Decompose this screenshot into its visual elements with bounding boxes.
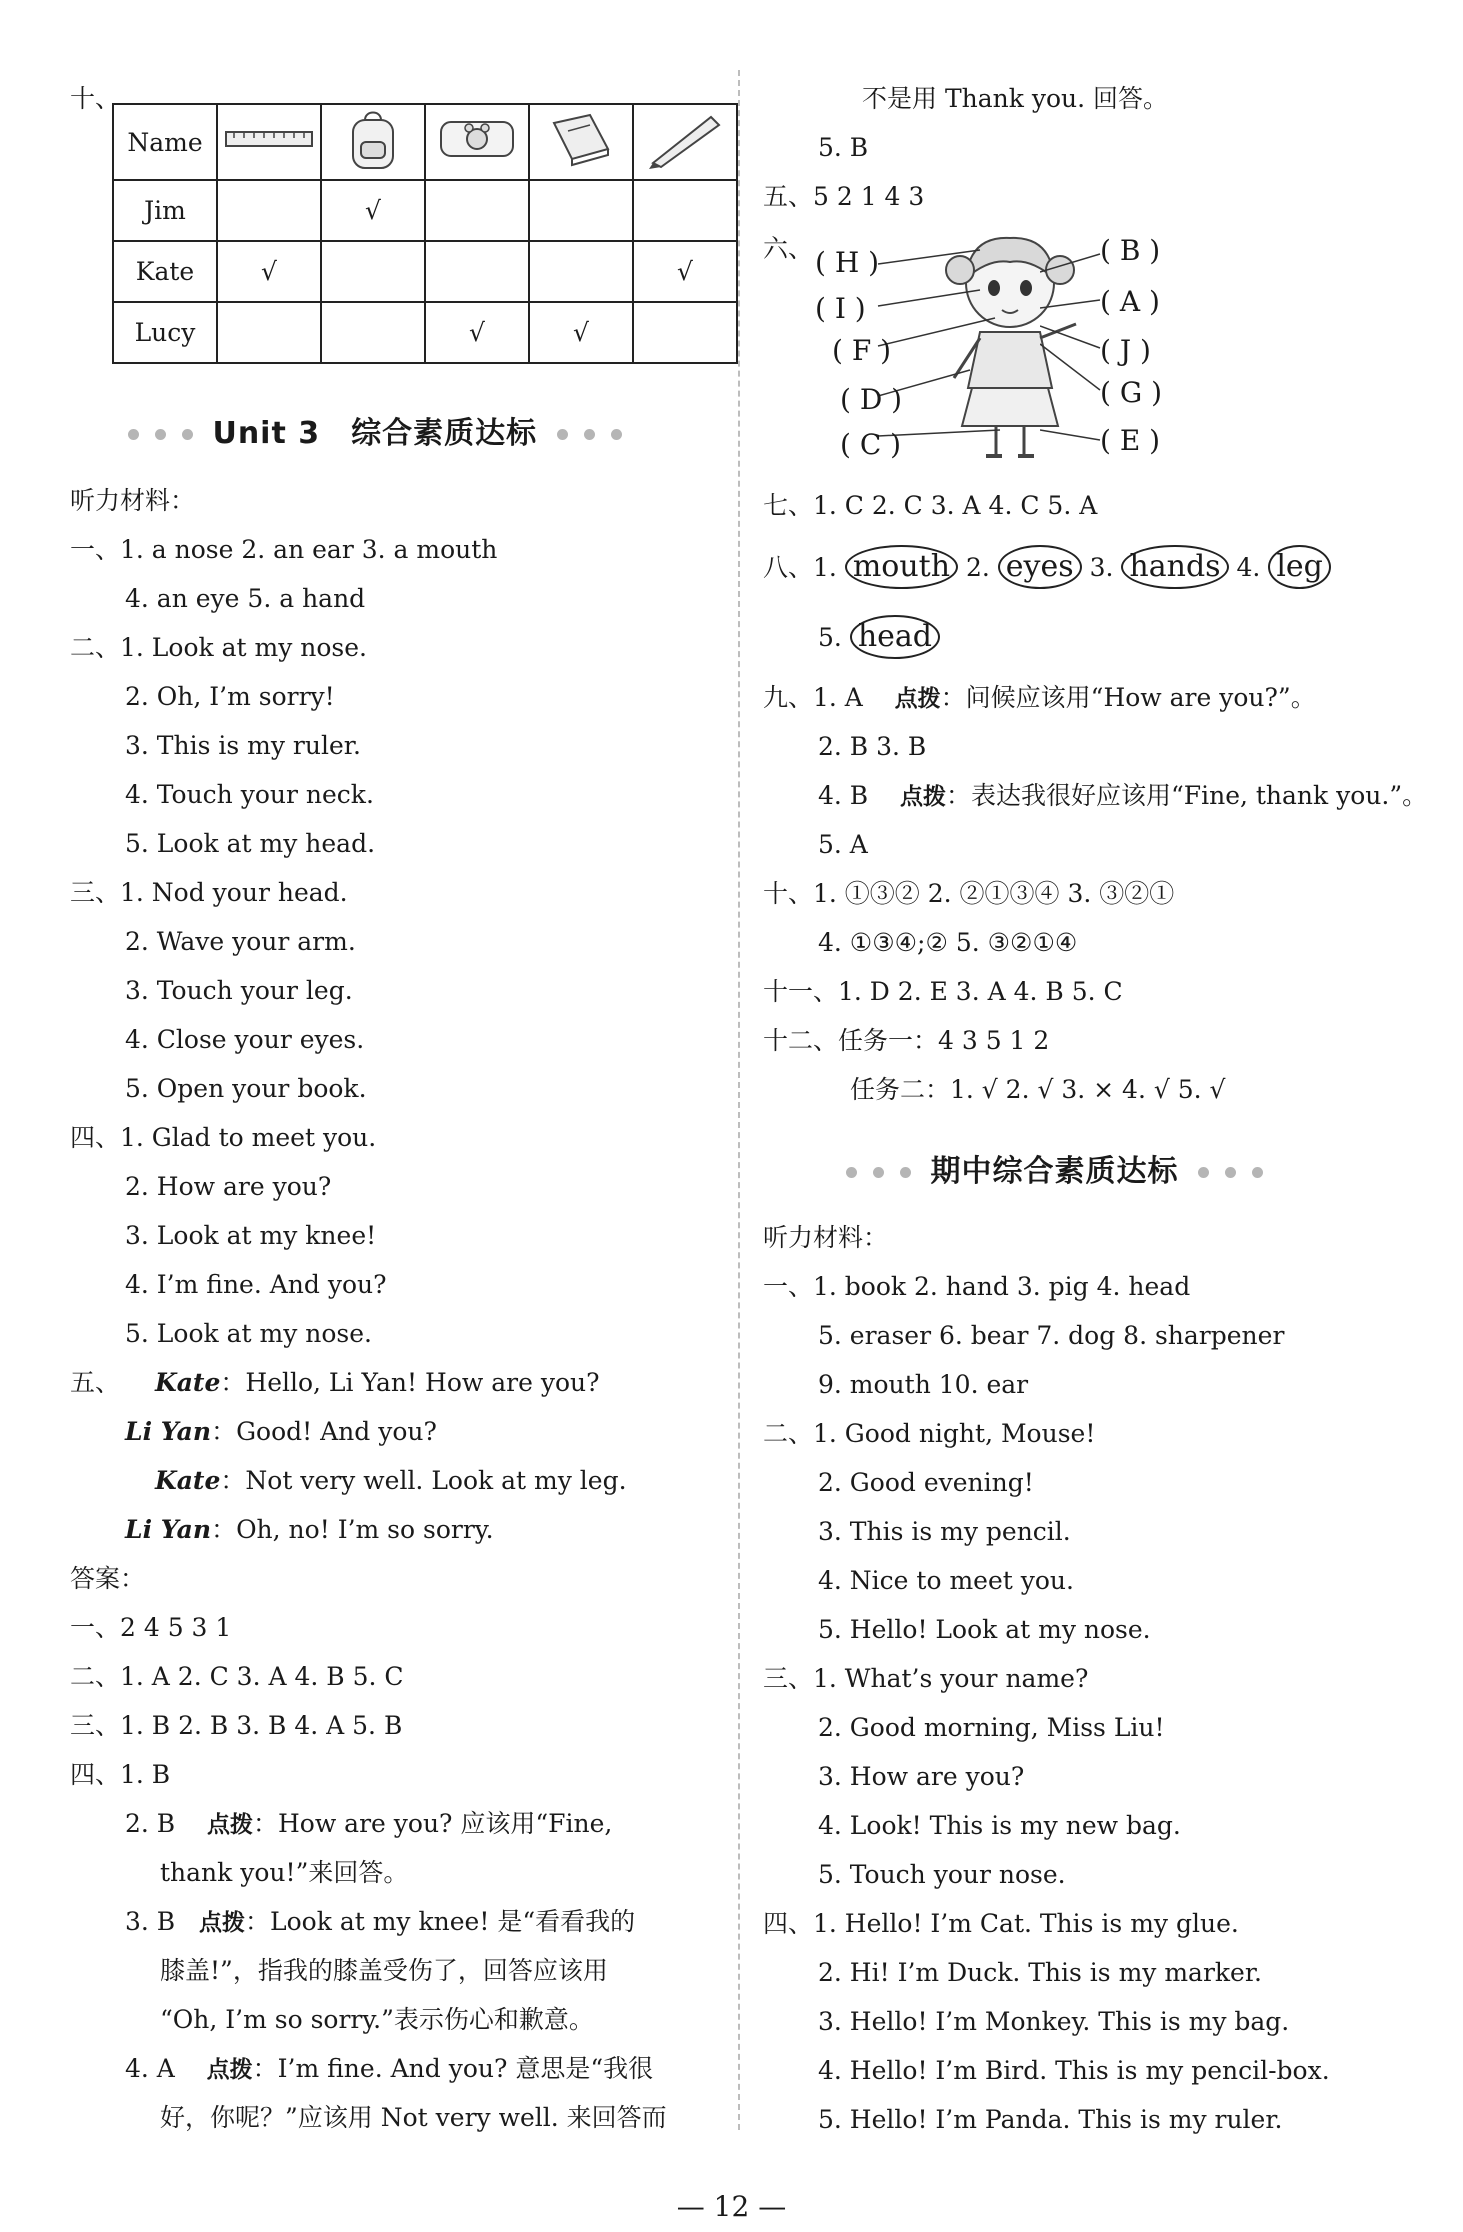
answer-line: 三、1. B 2. B 3. B 4. A 5. B	[70, 1711, 403, 1740]
heading-dots-left	[120, 416, 201, 451]
listening-line: 4. Close your eyes.	[125, 1025, 365, 1054]
listening-line: 4. an eye 5. a hand	[125, 584, 366, 613]
listening-line: 2. Wave your arm.	[125, 927, 356, 956]
circled-words-line	[763, 545, 1331, 590]
answer-line	[125, 2052, 653, 2087]
section-label-six: 六、	[763, 234, 814, 263]
listening-line: 3. How are you?	[818, 1762, 1025, 1791]
face-label: ( D )	[840, 383, 903, 416]
backpack-icon	[321, 104, 425, 180]
answer-line	[125, 1807, 612, 1842]
table-cell	[425, 241, 529, 302]
tip-label: 点拨	[894, 686, 941, 712]
answer-line: 四、1. B	[70, 1760, 171, 1789]
answer-line	[818, 779, 1427, 814]
table-cell	[425, 180, 529, 241]
listening-title: 听力材料：	[763, 1223, 889, 1252]
table-row-name: Lucy	[113, 302, 217, 363]
table-cell	[529, 180, 633, 241]
answer-line: 5. B	[818, 133, 869, 162]
answer-line: 5. A	[818, 830, 868, 859]
answer-number: 2. B	[125, 1809, 176, 1838]
tip-text: ：问候应该用“How are you?”。	[940, 683, 1316, 712]
section-label-ten: 十、	[70, 84, 121, 113]
answer-line	[763, 681, 1316, 716]
table-cell: √	[425, 302, 529, 363]
circled-word: leg	[1268, 545, 1331, 589]
listening-line: 3. Hello! I’m Monkey. This is my bag.	[818, 2007, 1290, 2036]
pencil-box-icon	[425, 104, 529, 180]
tip-label: 点拨	[206, 1812, 253, 1838]
table-header-name: Name	[113, 104, 217, 180]
answer-line: 十一、1. D 2. E 3. A 4. B 5. C	[763, 977, 1123, 1006]
listening-line: 三、1. Nod your head.	[70, 878, 348, 907]
table-row-name: Kate	[113, 241, 217, 302]
circled-word: eyes	[998, 545, 1082, 589]
answer-line: 五、5 2 1 4 3	[763, 182, 925, 211]
midterm-heading	[838, 1146, 1271, 1190]
book-icon	[529, 104, 633, 180]
listening-line: 二、1. Good night, Mouse!	[763, 1419, 1096, 1448]
listening-line: 9. mouth 10. ear	[818, 1370, 1029, 1399]
listening-line: 5. Look at my head.	[125, 829, 376, 858]
answer-label: 八、1.	[763, 553, 837, 582]
face-label: ( G )	[1100, 376, 1163, 409]
answers-title: 答案：	[70, 1564, 146, 1593]
listening-line: 2. How are you?	[125, 1172, 332, 1201]
table-row	[113, 241, 737, 302]
listening-line: 4. Hello! I’m Bird. This is my pencil-box.	[818, 2056, 1330, 2085]
listening-line: 5. Touch your nose.	[818, 1860, 1066, 1889]
speaker-name: Kate	[155, 1368, 221, 1397]
table-row	[113, 302, 737, 363]
listening-line: 4. Nice to meet you.	[818, 1566, 1074, 1595]
speaker-name: Kate	[155, 1466, 221, 1495]
table-row	[113, 180, 737, 241]
dialogue-text: ：Oh, no! I’m so sorry.	[211, 1515, 494, 1544]
tip-text: ：I’m fine. And you? 意思是“我很	[252, 2054, 654, 2083]
answer-number: 3. B	[125, 1907, 176, 1936]
answer-number: 5.	[818, 623, 842, 652]
listening-line: 四、1. Glad to meet you.	[70, 1123, 377, 1152]
answer-line: 任务二：1. √ 2. √ 3. × 4. √ 5. √	[850, 1075, 1226, 1104]
listening-line: 4. Look! This is my new bag.	[818, 1811, 1181, 1840]
answer-table	[112, 103, 738, 364]
tip-text-continued: 好，你呢？”应该用 Not very well. 来回答而	[160, 2103, 667, 2132]
listening-line: 2. Hi! I’m Duck. This is my marker.	[818, 1958, 1263, 1987]
listening-line: 5. Look at my nose.	[125, 1319, 372, 1348]
table-cell	[529, 241, 633, 302]
dialogue-label: 五、	[70, 1368, 121, 1397]
circled-word: mouth	[845, 545, 958, 589]
midterm-heading-text: 期中综合素质达标	[930, 1154, 1179, 1189]
table-cell	[321, 241, 425, 302]
listening-line: 4. Touch your neck.	[125, 780, 374, 809]
table-row-name: Jim	[113, 180, 217, 241]
dialogue-text: ：Hello, Li Yan! How are you?	[220, 1368, 600, 1397]
face-label: ( I )	[815, 292, 866, 325]
table-cell: √	[529, 302, 633, 363]
listening-line: 三、1. What’s your name?	[763, 1664, 1089, 1693]
tip-text-continued: 膝盖!”，指我的膝盖受伤了，回答应该用	[160, 1956, 608, 1985]
listening-line: 2. Good evening!	[818, 1468, 1034, 1497]
listening-line: 5. eraser 6. bear 7. dog 8. sharpener	[818, 1321, 1285, 1350]
tip-text: ：表达我很好应该用“Fine, thank you.”。	[945, 781, 1428, 810]
heading-dots-right	[1190, 1154, 1271, 1189]
tip-label: 点拨	[899, 784, 946, 810]
tip-text-continued: thank you!”来回答。	[160, 1858, 409, 1887]
answer-line: 2. B 3. B	[818, 732, 927, 761]
listening-line: 2. Good morning, Miss Liu!	[818, 1713, 1165, 1742]
face-label: ( C )	[840, 428, 902, 461]
listening-line: 3. This is my pencil.	[818, 1517, 1071, 1546]
listening-line: 4. I’m fine. And you?	[125, 1270, 387, 1299]
speaker-name: Li Yan	[125, 1417, 212, 1446]
answer-line: 一、2 4 5 3 1	[70, 1613, 232, 1642]
dialogue-text: ：Good! And you?	[211, 1417, 437, 1446]
face-label: ( F )	[832, 334, 892, 367]
listening-line: 二、1. Look at my nose.	[70, 633, 367, 662]
answer-line: 不是用 Thank you. 回答。	[862, 84, 1168, 113]
page-number: — 12 —	[676, 2190, 787, 2223]
table-header-row	[113, 104, 737, 180]
circled-word: head	[850, 615, 940, 659]
listening-line: 四、1. Hello! I’m Cat. This is my glue.	[763, 1909, 1239, 1938]
tip-label: 点拨	[206, 2057, 253, 2083]
listening-line: 5. Hello! Look at my nose.	[818, 1615, 1151, 1644]
listening-line: 5. Open your book.	[125, 1074, 367, 1103]
table-cell: √	[633, 241, 737, 302]
table-cell	[217, 302, 321, 363]
tip-text-continued: “Oh, I’m so sorry.”表示伤心和歉意。	[160, 2005, 594, 2034]
unit3-heading	[120, 408, 630, 452]
listening-line: 3. Look at my knee!	[125, 1221, 377, 1250]
table-cell: √	[321, 180, 425, 241]
unit3-heading-text: Unit 3 综合素质达标	[212, 416, 538, 451]
face-label: ( B )	[1100, 234, 1161, 267]
listening-line: 5. Hello! I’m Panda. This is my ruler.	[818, 2105, 1283, 2134]
face-label: ( H )	[815, 246, 880, 279]
answer-line: 二、1. A 2. C 3. A 4. B 5. C	[70, 1662, 404, 1691]
ruler-icon	[217, 104, 321, 180]
tip-label: 点拨	[199, 1910, 246, 1936]
answer-number: 4. B	[818, 781, 869, 810]
tip-text: ：Look at my knee! 是“看看我的	[245, 1907, 636, 1936]
answer-number: 九、1. A	[763, 683, 863, 712]
table-cell	[633, 302, 737, 363]
speaker-name: Li Yan	[125, 1515, 212, 1544]
answer-line	[125, 1905, 635, 1940]
answer-number: 3.	[1089, 553, 1114, 582]
pen-icon	[633, 104, 737, 180]
heading-dots-left	[838, 1154, 919, 1189]
answer-line: 十、1. ①③② 2. ②①③④ 3. ③②①	[763, 879, 1175, 908]
dialogue-line	[125, 1513, 494, 1547]
answer-number: 4.	[1236, 553, 1261, 582]
listening-line: 一、1. book 2. hand 3. pig 4. head	[763, 1272, 1191, 1301]
heading-dots-right	[549, 416, 630, 451]
listening-line: 一、1. a nose 2. an ear 3. a mouth	[70, 535, 498, 564]
column-divider	[738, 70, 740, 2130]
circled-words-line	[818, 615, 940, 660]
table-cell	[321, 302, 425, 363]
listening-line: 2. Oh, I’m sorry!	[125, 682, 335, 711]
answer-number: 4. A	[125, 2054, 175, 2083]
answer-line: 4. ①③④;② 5. ③②①④	[818, 928, 1078, 957]
dialogue-line	[155, 1366, 600, 1400]
answer-line: 十二、任务一：4 3 5 1 2	[763, 1026, 1050, 1055]
face-label: ( A )	[1100, 285, 1160, 318]
dialogue-line	[125, 1415, 437, 1449]
circled-word: hands	[1121, 545, 1228, 589]
answer-number: 2.	[965, 553, 990, 582]
listening-line: 3. This is my ruler.	[125, 731, 361, 760]
listening-title: 听力材料：	[70, 486, 196, 515]
table-cell	[217, 180, 321, 241]
table-cell: √	[217, 241, 321, 302]
face-label: ( J )	[1100, 334, 1151, 367]
listening-line: 3. Touch your leg.	[125, 976, 353, 1005]
face-label: ( E )	[1100, 424, 1161, 457]
dialogue-line	[155, 1464, 627, 1498]
table-cell	[633, 180, 737, 241]
answer-line: 七、1. C 2. C 3. A 4. C 5. A	[763, 491, 1098, 520]
tip-text: ：How are you? 应该用“Fine,	[252, 1809, 613, 1838]
dialogue-text: ：Not very well. Look at my leg.	[220, 1466, 627, 1495]
